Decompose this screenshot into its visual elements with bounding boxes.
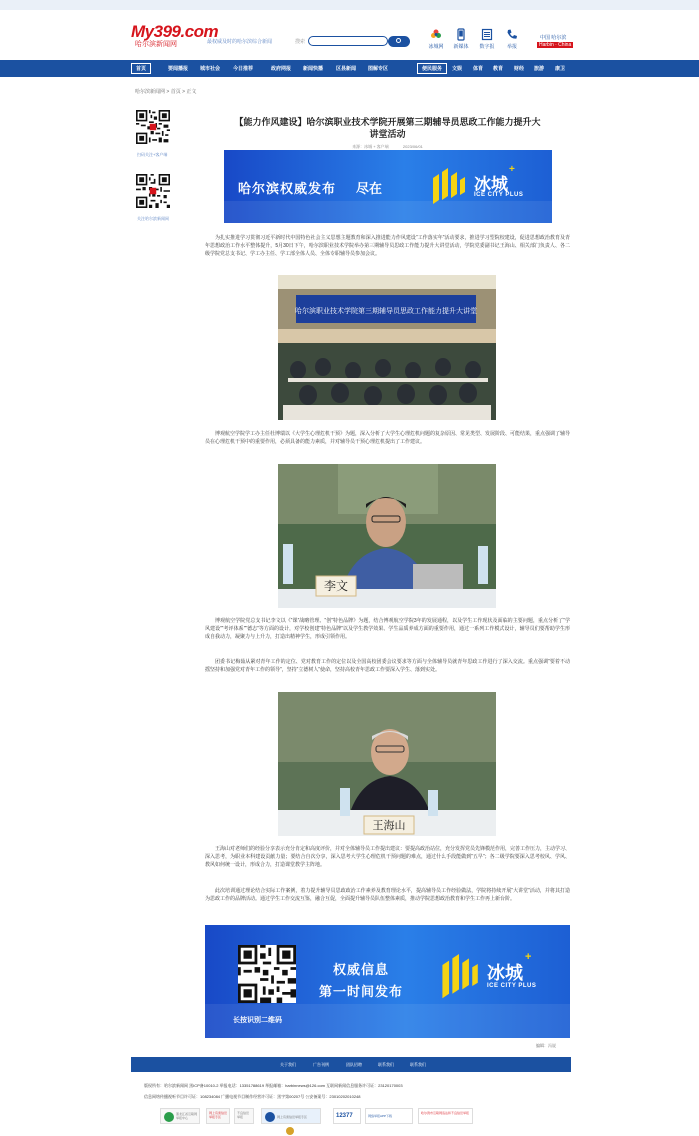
footer-badge[interactable] bbox=[234, 1108, 254, 1124]
qr-code-image bbox=[136, 110, 170, 144]
footer-badge-label: 黑龙江省互联网举报中心 bbox=[176, 1112, 198, 1120]
article-paragraph: 为扎实推进学习贯彻习近平新时代中国特色社会主义思想主题教育和深入推进能力作风建设“工作落实年”活动要求，推进学习型院校建设，促进思想政治教育及青年思想政治工作水平整体提升，5月30日下午，哈尔滨职业技术学院举办第三期辅导员思政工作能力提升大讲堂活动，学院党委副书记王海山、相关部门负责人、各二级学院党总支书记、学工办主任、学工部全体人员、全体专职辅导员参加会议。 bbox=[205, 235, 570, 257]
nav-item[interactable]: 城市社会 bbox=[200, 66, 221, 72]
footer-badge[interactable] bbox=[333, 1108, 361, 1124]
quicklink-label: 冰城网 bbox=[428, 44, 444, 50]
nameplate-text: 王海山 bbox=[372, 819, 406, 832]
qr-caption: 关注哈尔滨新闻网 bbox=[137, 216, 169, 221]
meeting-photo bbox=[278, 275, 496, 420]
footer-badge[interactable] bbox=[206, 1108, 230, 1124]
site-slogan: 最权威及时的哈尔滨综合新闻 bbox=[207, 39, 273, 45]
footer-badge[interactable] bbox=[261, 1108, 321, 1124]
footer-badge[interactable] bbox=[365, 1108, 413, 1124]
footer-badge[interactable] bbox=[160, 1108, 200, 1124]
nav-item[interactable]: 图解专区 bbox=[368, 66, 389, 72]
search-label: 搜索 bbox=[295, 39, 306, 45]
banner-text: 权威信息 bbox=[333, 962, 390, 977]
bottom-banner-ad[interactable]: 长按识别二维码 权威信息 第一时间发布 冰城 + ICE CITY PLUS bbox=[205, 925, 570, 1038]
flower-icon bbox=[430, 28, 442, 41]
footer-badge-label: 不良信息举报 bbox=[237, 1111, 250, 1119]
banner-text: 第一时间发布 bbox=[319, 984, 404, 999]
banner-brand-en: ICE CITY PLUS bbox=[474, 192, 524, 198]
article-paragraph: 王海山对老师们的经验分享表示充分肯定和高度评价，并对全体辅导员工作提出建议：要提高政治站位，充分发挥党员先锋模范作用，完善工作压力，主动学习、深入思考，为职业本科建设贡献力量；要结合自次分享，深入思考大学生心理危机干预问题的难点，通过什么手段能做到“五早”；各二级学院要深入思考校风、学风、教风如何统一设计，形成合力，打造课堂教学主阵地。 bbox=[205, 846, 571, 868]
nav-item[interactable]: 康卫 bbox=[555, 66, 566, 72]
ice-city-logo-icon bbox=[429, 166, 467, 206]
quicklink-label: 数字报 bbox=[479, 44, 495, 50]
ice-city-logo-icon bbox=[438, 949, 480, 1001]
footer-badge-label: 12377 bbox=[336, 1113, 353, 1119]
quicklink-bingcheng[interactable] bbox=[424, 28, 448, 50]
svg-text:哈尔滨职业技术学院第三期辅导员思政工作能力提升大讲堂: 哈尔滨职业技术学院第三期辅导员思政工作能力提升大讲堂 bbox=[295, 307, 477, 315]
city-english-badge: Harbin · China bbox=[539, 42, 572, 48]
quicklink-report[interactable] bbox=[500, 28, 524, 50]
logo-main-text: My399.com bbox=[131, 22, 219, 41]
top-banner-ad[interactable]: 哈尔滨权威发布 尽在 冰城 + ICE CITY PLUS bbox=[224, 150, 552, 223]
footer-badge[interactable] bbox=[418, 1108, 473, 1124]
police-badge-icon bbox=[286, 1127, 294, 1135]
shield-icon bbox=[164, 1112, 174, 1122]
nav-item[interactable]: 今日推荐 bbox=[233, 66, 254, 72]
nav-item[interactable]: 政府网报 bbox=[271, 66, 292, 72]
footer-link[interactable]: 联系我们 bbox=[410, 1062, 426, 1067]
quicklink-label: 举报 bbox=[506, 44, 517, 50]
site-logo[interactable] bbox=[131, 22, 219, 48]
nav-item[interactable]: 财经 bbox=[514, 66, 525, 72]
footer-info-line: 版权所有：哈尔滨新闻网 黑ICP备10010-2 举报电话：13351788619 举报邮箱：harbinnews@126.com 互联网新闻信息服务许可证：23120170003 bbox=[144, 1083, 403, 1088]
banner-brand: 冰城 bbox=[487, 963, 523, 983]
article-paragraph: 团委书记梅茹从紧对青年工作的定位、党对教育工作的定位以及全国高校团委会议要求等方面与全体辅导员就青年思政工作进行了深入交流。重点强调“要着不动摇坚持和加强党对青年工作的领导”，坚持“立德树人”使命，坚持高校青年思政工作要深入学生、落到实处。 bbox=[205, 659, 570, 673]
nav-item[interactable]: 文娱 bbox=[452, 66, 463, 72]
qr-code-image bbox=[136, 174, 170, 208]
nav-item[interactable]: 体育 bbox=[473, 66, 484, 72]
footer-badge-label: 网上有害信息举报专区 bbox=[209, 1111, 228, 1119]
nav-item[interactable]: 要闻播报 bbox=[168, 66, 189, 72]
nameplate-text: 李文 bbox=[323, 579, 349, 593]
article-date: 2023/06/01 bbox=[402, 144, 423, 149]
nav-item[interactable]: 区县新闻 bbox=[336, 66, 357, 72]
article-title-line: 【能力作风建设】哈尔滨职业技术学院开展第三期辅导员思政工作能力提升大 bbox=[234, 117, 541, 127]
article-paragraph: 博观航空学院党总支书记李文以《“课”战略管理、“创”特色品牌》为题，结合博观航空学院3年的发展通程，以及学生工作现状及面临的主要问题，重点分析了“学风建设”“考评体系”“德志”等方面的设计，对学校创建“特色品牌”以及学生教学效果、学生品质养成方面的重要作用，通过一系列工作模式设计，辅导员们要帮助学生形成自我动力，凝聚力与上升力，打造出精神学生，形成引领作用。 bbox=[205, 618, 570, 640]
banner-qr-caption: 长按识别二维码 bbox=[233, 1017, 282, 1024]
nav-item[interactable]: 教育 bbox=[493, 66, 504, 72]
qr-code-image bbox=[238, 945, 296, 1003]
telephone-icon bbox=[506, 28, 518, 41]
city-label: 中国 哈尔滨 bbox=[540, 35, 567, 41]
article-title-line: 讲堂活动 bbox=[369, 129, 406, 139]
footer-info-line: 信息网络传播视听节目许可证：108234084 广播电视节目制作经营许可证：黑字第00207号 公安备案号：23010202010248 bbox=[144, 1094, 361, 1099]
search-button[interactable] bbox=[388, 36, 410, 47]
footer-badge-label: 网络举报APP下载 bbox=[368, 1114, 393, 1118]
banner-brand-en: ICE CITY PLUS bbox=[487, 983, 537, 989]
quicklink-label: 新媒体 bbox=[453, 44, 469, 50]
footer-link[interactable]: 联系我们 bbox=[378, 1062, 394, 1067]
newspaper-icon bbox=[481, 28, 493, 41]
phone-icon bbox=[455, 28, 467, 41]
footer-links-bar bbox=[131, 1057, 571, 1072]
main-nav bbox=[0, 60, 699, 77]
search-input[interactable] bbox=[308, 36, 388, 46]
search-icon bbox=[396, 38, 401, 43]
banner-brand: 冰城 bbox=[474, 175, 508, 194]
qr-caption: 扫码关注+客户端 bbox=[137, 152, 168, 157]
article-source: 来源：冰城 + 客户端 bbox=[352, 144, 389, 149]
nav-item[interactable]: 新闻快播 bbox=[303, 66, 324, 72]
article-paragraph: 博观航空学院学工办主任杜博瑞以《大学生心理危机干预》为题，深入分析了大学生心理危机问题的复杂原因、常见类型、发展阶段、可能结果，重点强调了辅导员在心理危机干预中的重要作用，必须具备的能力素质，并对辅导员干预心理危机提出了工作建议。 bbox=[205, 431, 571, 445]
site-header bbox=[0, 10, 699, 60]
banner-text: 尽在 bbox=[356, 181, 383, 196]
article-editor: 编辑：冯说 bbox=[536, 1043, 556, 1048]
logo-sub-text: 哈尔滨新闻网 bbox=[135, 41, 177, 48]
speaker-photo-wang-haishan bbox=[278, 692, 496, 836]
footer-badge-label: 哈尔滨市互联网违法和不良信息举报 bbox=[421, 1111, 470, 1115]
article-paragraph: 此次培训通过理论结合实际工作案例，着力提升辅导员思政政治工作素养及教育理论水平，提高辅导员工作经验做法，学院将持续开展“大讲堂”活动，并将其打造为思政工作的品牌活动。通过学生工作交流互鉴，融合互促，全面提升辅导员队伍整体素质，推动学院思想政治教育和学生工作再上新台阶。 bbox=[205, 888, 570, 902]
footer-badge-label: 网上有害信息举报专区 bbox=[277, 1115, 308, 1119]
footer-link[interactable]: 关于我们 bbox=[280, 1062, 296, 1067]
breadcrumb: 哈尔滨新闻网 > 首页 > 正文 bbox=[135, 89, 197, 95]
top-strip bbox=[0, 0, 699, 10]
banner-text: 哈尔滨权威发布 bbox=[238, 181, 337, 196]
quicklink-newspaper[interactable] bbox=[475, 28, 499, 50]
quicklink-newmedia[interactable] bbox=[449, 28, 473, 50]
nav-item-services[interactable]: 便民服务 bbox=[417, 63, 447, 74]
nav-item[interactable]: 旅游 bbox=[534, 66, 545, 72]
footer-link[interactable]: 广告刊例 bbox=[313, 1062, 329, 1067]
nav-item-home[interactable]: 首页 bbox=[131, 63, 151, 74]
globe-icon bbox=[265, 1112, 275, 1122]
footer-link[interactable]: 团队招聘 bbox=[346, 1062, 362, 1067]
article-title bbox=[205, 116, 570, 140]
speaker-photo-li-wen bbox=[278, 464, 496, 608]
